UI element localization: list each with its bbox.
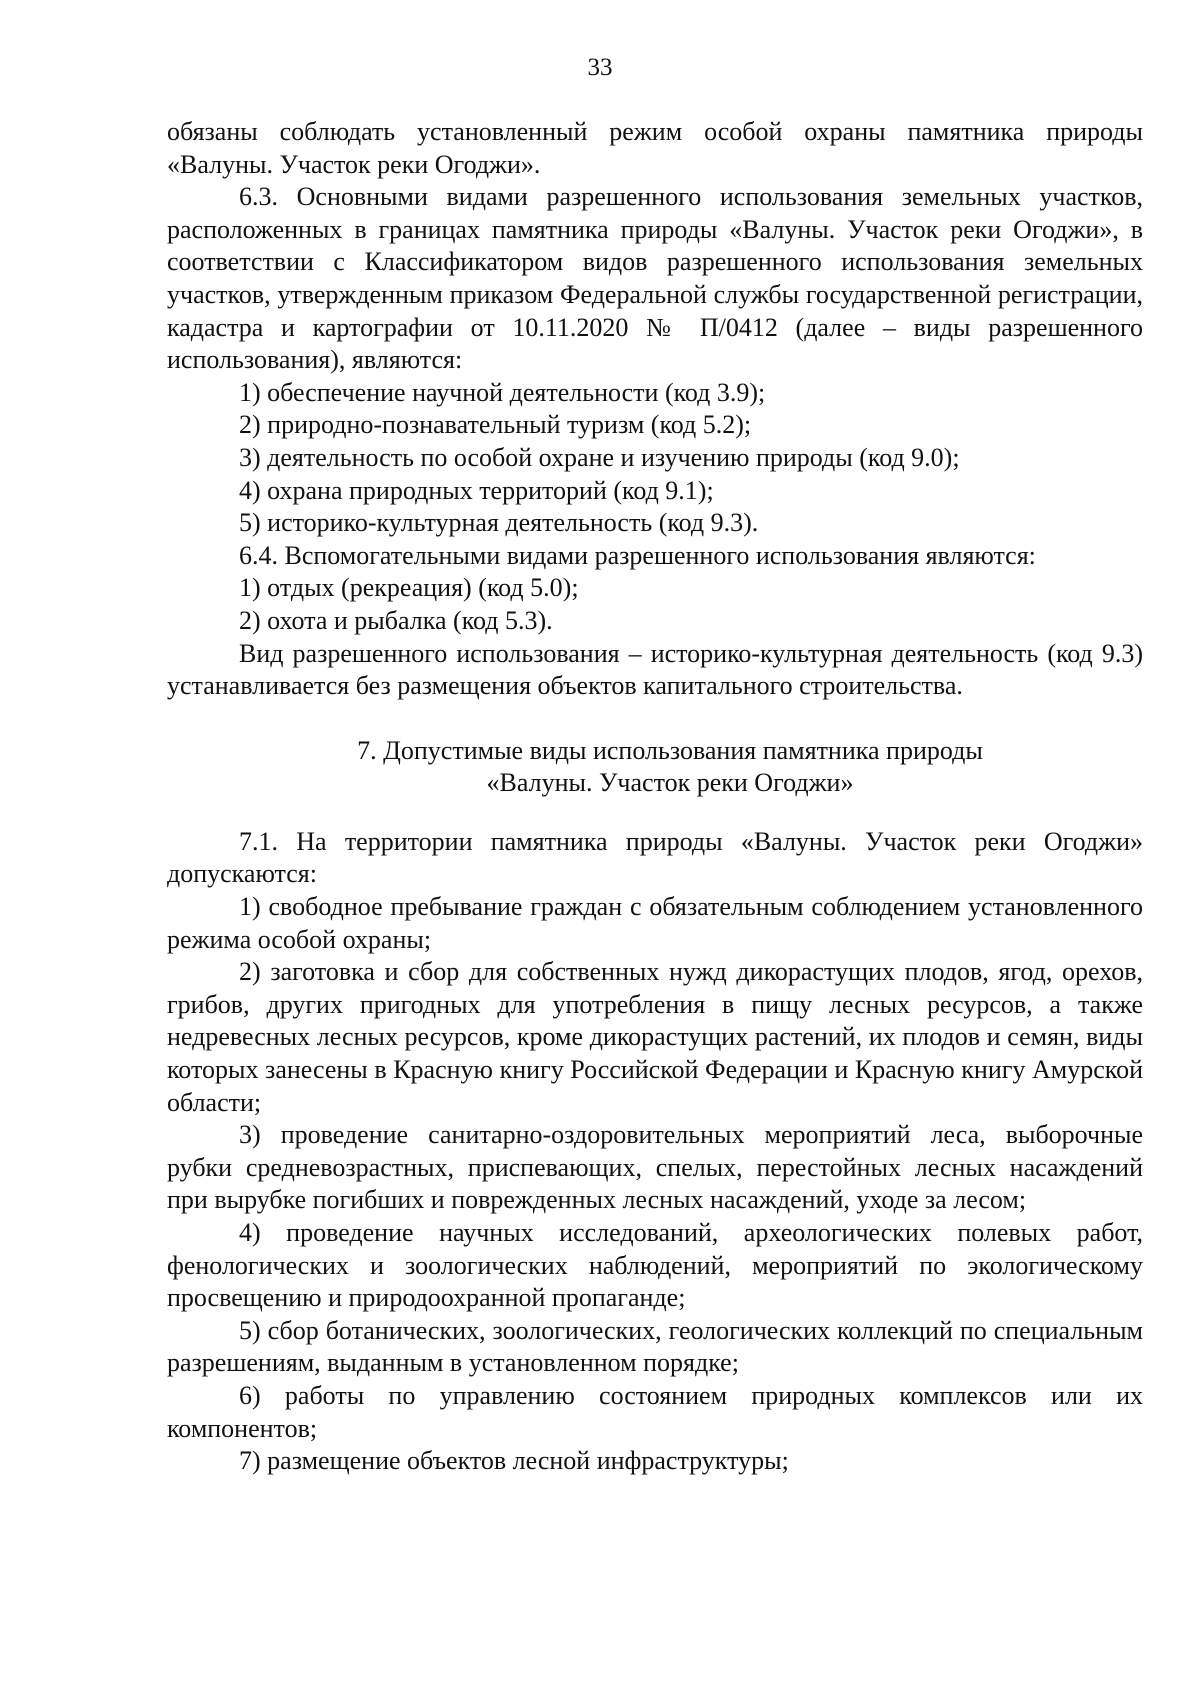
list-item-6-3-2: 2) природно-познавательный туризм (код 5.2); — [239, 410, 752, 440]
list-item-7-1-7: 7) размещение объектов лесной инфраструктуры; — [239, 1446, 789, 1476]
paragraph-historical-use: Вид разрешенного использования – историко-культурная деятельность (код 9.3) устанавливается без размещения объектов капитального строительства. — [167, 638, 1143, 701]
paragraph-6-3: 6.3. Основными видами разрешенного использования земельных участков, расположенных в границах памятника природы «Валуны. Участок реки Огоджи», в соответствии с Классификатором видов разрешенного использования земельных участков, утвержденным приказом Федеральной службы государственной регистрации, кадастра и картографии от 10.11.2020 № П/0412 (далее – виды разрешенного использования), являются: — [167, 182, 1143, 375]
list-item-7-1-1: 1) свободное пребывание граждан с обязательным соблюдением установленного режима особой охраны; — [167, 892, 1143, 954]
list-item-6-3-1: 1) обеспечение научной деятельности (код 3.9); — [239, 377, 766, 407]
spacer — [167, 703, 1143, 735]
list-item-7-1-4: 4) проведение научных исследований, археологических полевых работ, фенологических и зоологических наблюдений, мероприятий по экологическому просвещению и природоохранной пропаганде; — [167, 1218, 1143, 1313]
list-item-6-3-4: 4) охрана природных территорий (код 9.1); — [239, 475, 714, 505]
paragraph-6-4: 6.4. Вспомогательными видами разрешенного использования являются: — [239, 540, 1036, 570]
page-number: 33 — [587, 54, 613, 81]
list-item-6-4-1: 1) отдых (рекреация) (код 5.0); — [239, 573, 579, 603]
list-item-7-1-5: 5) сбор ботанических, зоологических, геологических коллекций по специальным разрешениям, выданным в установленном порядке; — [167, 1315, 1143, 1378]
section-7-heading-line-1: 7. Допустимые виды использования памятника природы — [357, 735, 983, 765]
list-item-7-1-6: 6) работы по управлению состоянием природных комплексов или их компонентов; — [167, 1380, 1143, 1443]
spacer — [167, 800, 1143, 826]
paragraph-7-1: 7.1. На территории памятника природы «Валуны. Участок реки Огоджи» допускаются: — [167, 826, 1143, 889]
document-body — [167, 116, 1143, 1478]
paragraph-continuation: обязаны соблюдать установленный режим особой охраны памятника природы «Валуны. Участок реки Огоджи». — [167, 117, 1143, 179]
section-7-heading-line-2: «Валуны. Участок реки Огоджи» — [486, 768, 854, 798]
list-item-7-1-2: 2) заготовка и сбор для собственных нужд дикорастущих плодов, ягод, орехов, грибов, других пригодных для употребления в пищу лесных ресурсов, а также недревесных лесных ресурсов, кроме дикорастущих растений, их плодов и семян, виды которых занесены в Красную книгу Российской Федерации и Красную книгу Амурской области; — [167, 957, 1143, 1117]
list-item-6-4-2: 2) охота и рыбалка (код 5.3). — [239, 605, 553, 635]
list-item-6-3-3: 3) деятельность по особой охране и изучению природы (код 9.0); — [239, 442, 960, 472]
list-item-7-1-3: 3) проведение санитарно-оздоровительных мероприятий леса, выборочные рубки средневозрастных, приспевающих, спелых, перестойных лесных насаждений при вырубке погибших и поврежденных лесных насаждений, уходе за лесом; — [167, 1120, 1143, 1215]
list-item-6-3-5: 5) историко-культурная деятельность (код 9.3). — [239, 508, 759, 538]
